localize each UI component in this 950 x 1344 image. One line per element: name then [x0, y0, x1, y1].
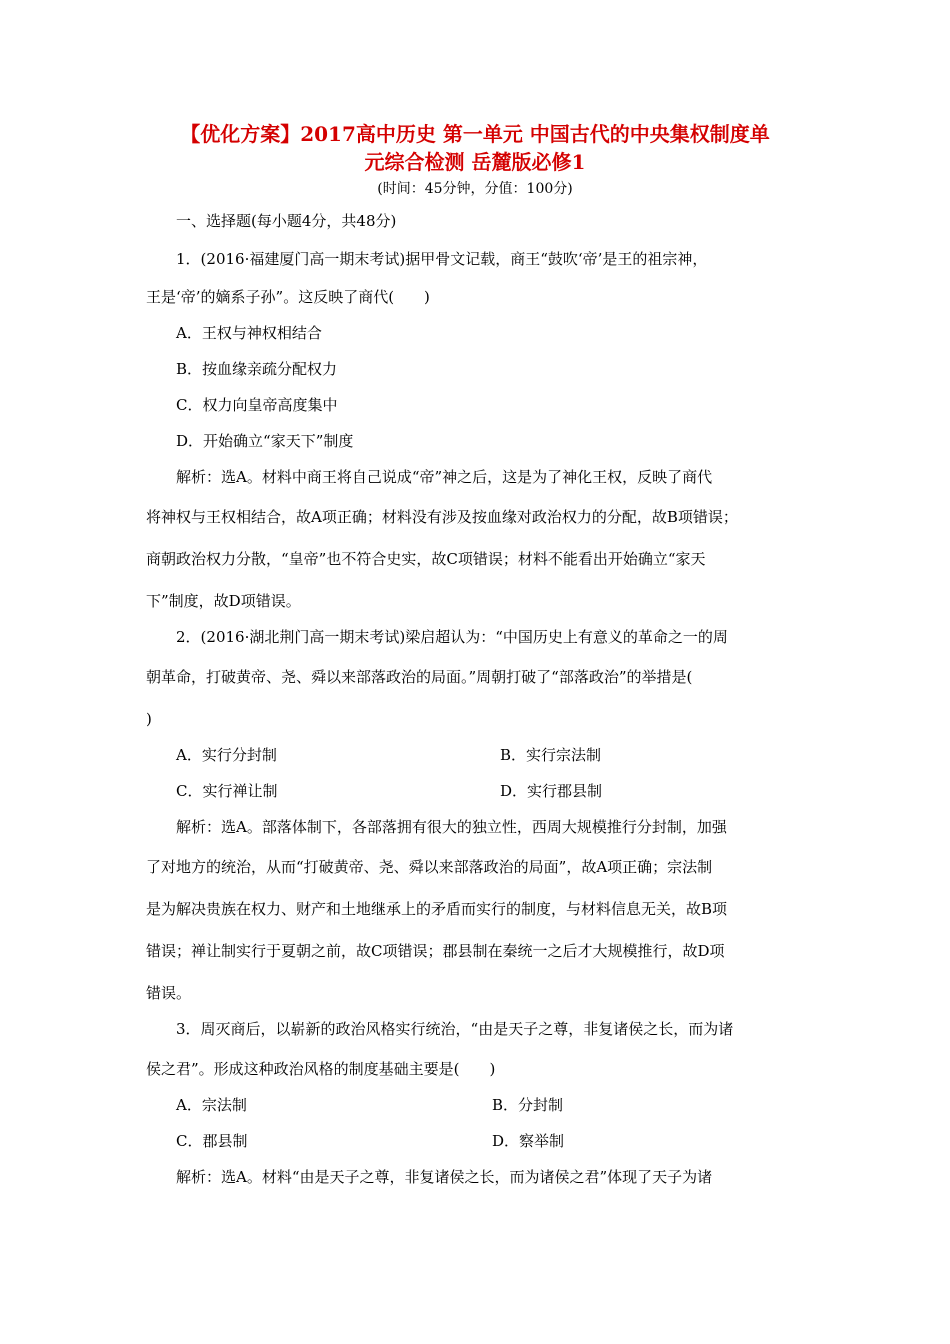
q3-stem-2: 侯之君”。形成这种政治风格的制度基础主要是( ): [146, 1060, 496, 1078]
q1-analysis-3: 商朝政治权力分散，“皇帝”也不符合史实，故C项错误；材料不能看出开始确立“家天: [146, 550, 706, 568]
q1-analysis-2: 将神权与王权相结合，故A项正确；材料没有涉及按血缘对政治权力的分配，故B项错误；: [146, 508, 738, 526]
q2-option-a: A．实行分封制: [176, 746, 277, 764]
q1-analysis-1: 解析：选A。材料中商王将自己说成“帝”神之后，这是为了神化王权，反映了商代: [176, 468, 713, 486]
time-info: (时间：45分钟，分值：100分): [377, 181, 573, 197]
q1-option-b: B．按血缘亲疏分配权力: [176, 360, 338, 378]
q3-analysis-1: 解析：选A。材料“由是天子之尊，非复诸侯之长，而为诸侯之君”体现了天子为诸: [176, 1168, 713, 1186]
q1-option-d: D．开始确立“家天下”制度: [176, 432, 354, 450]
q1-option-c: C．权力向皇帝高度集中: [176, 396, 338, 414]
q2-analysis-5: 错误。: [146, 984, 192, 1002]
q3-stem-1: 3．周灭商后，以崭新的政治风格实行统治，“由是天子之尊，非复诸侯之长，而为诸: [176, 1020, 734, 1038]
q2-analysis-4: 错误；禅让制实行于夏朝之前，故C项错误；郡县制在秦统一之后才大规模推行，故D项: [146, 942, 725, 960]
q1-analysis-4: 下”制度，故D项错误。: [146, 592, 301, 610]
q3-option-a: A．宗法制: [176, 1096, 247, 1114]
q2-analysis-3: 是为解决贵族在权力、财产和土地继承上的矛盾而实行的制度，与材料信息无关，故B项: [146, 900, 728, 918]
q2-option-c: C．实行禅让制: [176, 782, 278, 800]
q2-stem-1: 2．(2016·湖北荆门高一期末考试)梁启超认为：“中国历史上有意义的革命之一的周: [176, 628, 728, 646]
q2-stem-2: 朝革命，打破黄帝、尧、舜以来部落政治的局面。”周朝打破了“部落政治”的举措是(: [146, 668, 693, 686]
document-title-line-1: 【优化方案】2017高中历史 第一单元 中国古代的中央集权制度单: [180, 122, 770, 146]
q3-option-c: C．郡县制: [176, 1132, 248, 1150]
document-title-line-2: 元综合检测 岳麓版必修1: [364, 150, 586, 174]
q2-option-b: B．实行宗法制: [500, 746, 602, 764]
q1-stem-1: 1．(2016·福建厦门高一期末考试)据甲骨文记载，商王“鼓吹‘帝’是王的祖宗神，: [176, 250, 708, 268]
section-heading: 一、选择题(每小题4分，共48分): [176, 212, 397, 230]
q2-option-d: D．实行郡县制: [500, 782, 603, 800]
q2-analysis-1: 解析：选A。部落体制下，各部落拥有很大的独立性，西周大规模推行分封制，加强: [176, 818, 727, 836]
q1-option-a: A．王权与神权相结合: [176, 324, 322, 342]
q3-option-d: D．察举制: [492, 1132, 565, 1150]
q3-option-b: B．分封制: [492, 1096, 564, 1114]
q1-stem-2: 王是‘帝’的嫡系子孙”。这反映了商代( ): [146, 288, 430, 306]
q2-stem-3: ): [146, 710, 152, 728]
q2-analysis-2: 了对地方的统治，从而“打破黄帝、尧、舜以来部落政治的局面”，故A项正确；宗法制: [146, 858, 713, 876]
